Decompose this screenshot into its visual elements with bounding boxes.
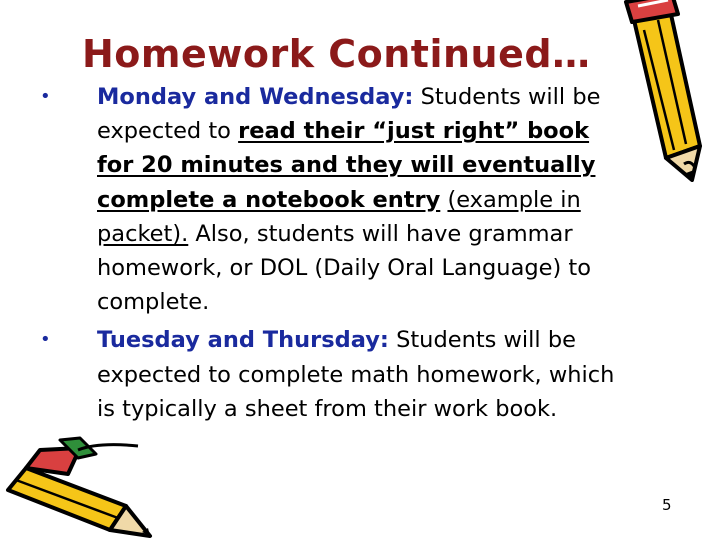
slide-content: [38, 80, 626, 430]
bullet-text-2: Also, students will have grammar homework, or DOL (Daily Oral Language) to complete.: [97, 220, 592, 316]
bullet-item-monday-wednesday: [38, 80, 626, 319]
bullet-marker: •: [40, 329, 51, 351]
page-number: 5: [662, 496, 672, 514]
bullet-item-tuesday-thursday: [38, 323, 626, 426]
slide-title: Homework Continued…: [82, 32, 591, 76]
bullet-text: Students will be expected to: [97, 84, 601, 145]
pencil-icon: [594, 0, 720, 190]
bullet-text: Students will be expected to complete math homework, which is typically a sheet from their work book.: [97, 327, 615, 422]
bullet-marker: •: [40, 86, 51, 107]
pencil-icon: [0, 428, 160, 540]
bullet-lead: Tuesday and Thursday:: [97, 327, 389, 354]
bullet-underlined-text: read their “just right” book for 20 minutes and they will eventually complete a notebook entry: [97, 118, 596, 213]
bullet-lead: Monday and Wednesday:: [97, 84, 414, 110]
bullet-underlined-text-2: (example in packet).: [97, 186, 581, 247]
